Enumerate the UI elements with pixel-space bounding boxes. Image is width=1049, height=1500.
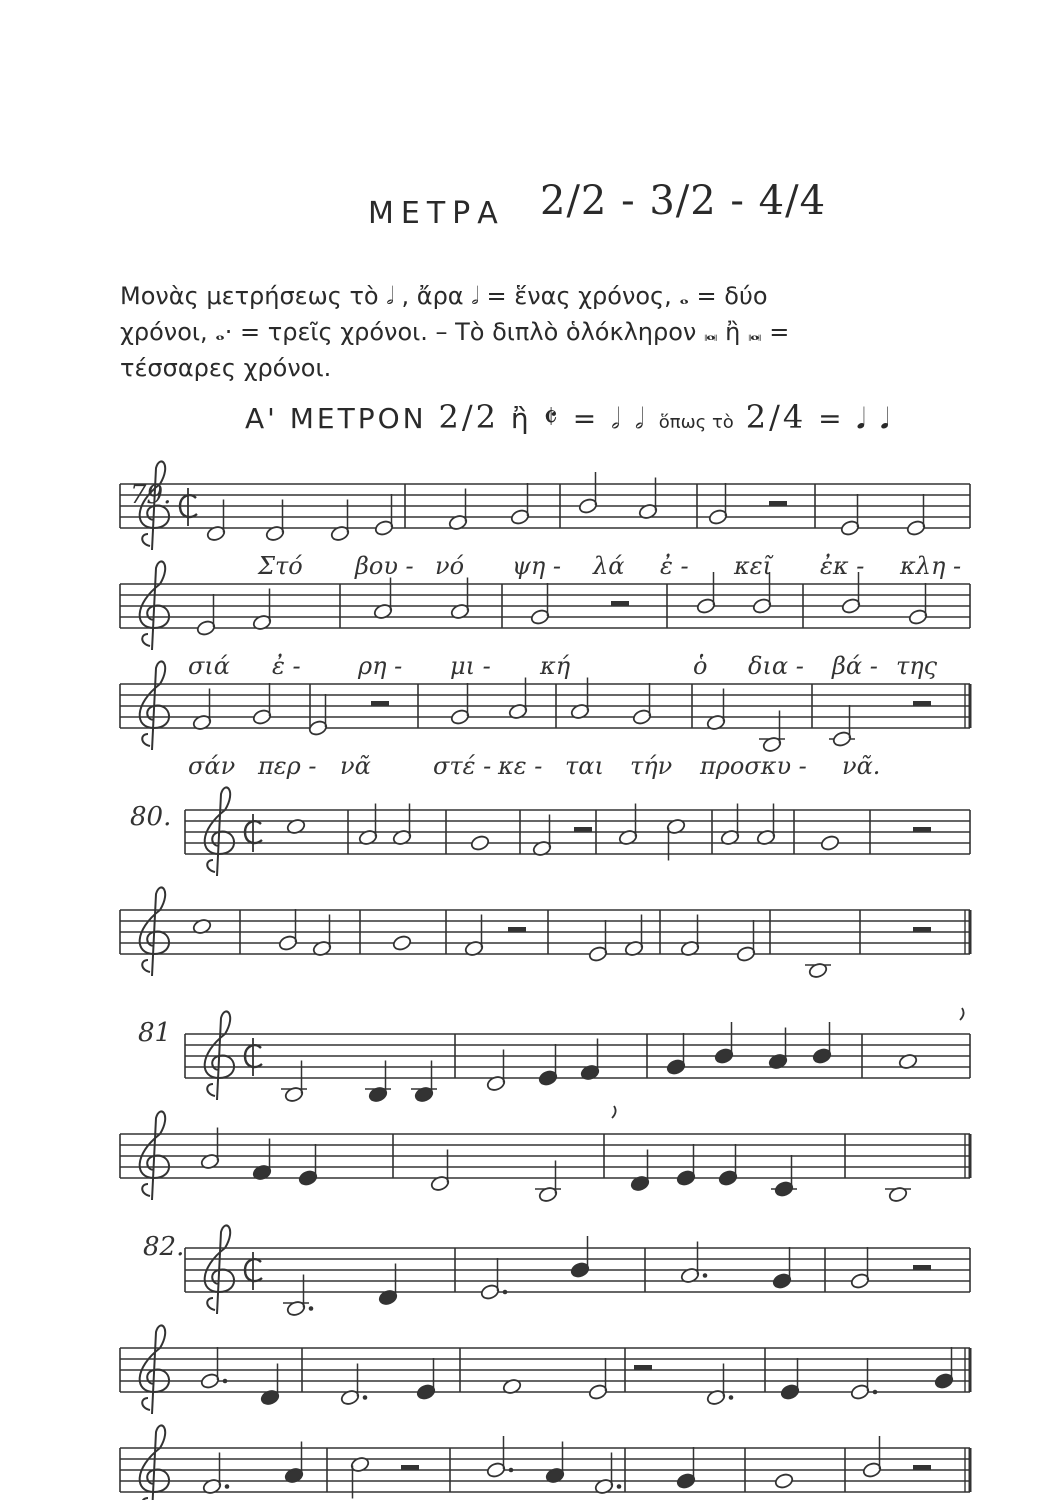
half-rest	[401, 1465, 419, 1470]
half-rest	[508, 927, 526, 932]
lyric: περ -	[258, 752, 317, 780]
cut-time-symbol: 𝄵	[543, 398, 561, 436]
lyric: βά -	[832, 652, 878, 680]
quarter-notes-equation: = 𝅘𝅥 𝅘𝅥	[818, 402, 893, 435]
lyric: νᾶ.	[842, 752, 881, 780]
lyric: ρη -	[358, 652, 403, 680]
half-rest	[611, 601, 629, 606]
breath-mark	[612, 1106, 616, 1118]
half-rest	[574, 827, 592, 832]
breath-mark	[960, 1008, 964, 1020]
section-label: Α' ΜΕΤΡΟΝ	[245, 402, 427, 435]
dot	[617, 1484, 622, 1489]
lyric: Στό	[258, 552, 303, 580]
lyric: σάν	[188, 752, 236, 780]
half-rest	[913, 927, 931, 932]
lyric: της	[896, 652, 938, 680]
whole-note	[774, 1472, 794, 1489]
lyric: μι -	[450, 652, 491, 680]
dot	[509, 1468, 514, 1473]
dot	[309, 1306, 314, 1311]
as-phrase: ὅπως τὸ	[658, 412, 734, 433]
lyric: τήν	[630, 752, 673, 780]
dot	[873, 1390, 878, 1395]
dot	[223, 1379, 228, 1384]
intro-line-3: τέσσαρες χρόνοι.	[120, 354, 332, 382]
half-rest	[634, 1365, 652, 1370]
dot	[503, 1290, 508, 1295]
whole-note	[392, 934, 412, 951]
half-rest	[913, 827, 931, 832]
lyric: λά	[593, 552, 625, 580]
lyric: νᾶ	[340, 752, 371, 780]
lyric: δια -	[748, 652, 804, 680]
lyric: ἐκ -	[820, 552, 865, 580]
lyric: στέ -	[433, 752, 492, 780]
lyric: ὁ	[693, 652, 708, 680]
half-rest	[371, 701, 389, 706]
whole-note	[820, 834, 840, 851]
lyric: κε -	[498, 752, 543, 780]
lyric: κλη -	[900, 552, 962, 580]
exercise-number-82: 82.	[143, 1232, 185, 1262]
lyric: ἐ -	[272, 652, 301, 680]
lyric: σιά	[188, 652, 230, 680]
whole-note	[470, 834, 490, 851]
lyric: νό	[435, 552, 465, 580]
exercise-number-81: 81	[138, 1018, 172, 1048]
half-rest	[913, 701, 931, 706]
title-meters: 2/2 - 3/2 - 4/4	[540, 178, 827, 224]
lyric: ψη -	[512, 552, 561, 580]
half-rest	[913, 1465, 931, 1470]
section-fraction: 2/2	[438, 398, 499, 436]
treble-clef-icon	[140, 1425, 169, 1500]
half-rest	[769, 501, 787, 506]
page-title: ΜΕΤΡΑ	[368, 196, 505, 231]
lyric: κή	[540, 652, 571, 680]
intro-line-1: Μονὰς μετρήσεως τὸ 𝅗𝅥 , ἄρα 𝅗𝅥 = ἕνας χρόνος, 𝅝 = δύο	[120, 282, 768, 310]
intro-line-2: χρόνοι, 𝅝· = τρεῖς χρόνοι. – Τὸ διπλὸ ὁλόκληρον 𝅜 ἢ 𝅜 =	[120, 318, 790, 346]
half-notes-equation: = 𝅗𝅥 𝅗𝅥	[572, 402, 647, 435]
lyric: ται	[565, 752, 604, 780]
or-word: ἢ	[510, 402, 532, 435]
dot	[729, 1395, 734, 1400]
lyric: προσκυ -	[700, 752, 807, 780]
exercise-number-79: 79.	[130, 480, 172, 510]
lyric: βου -	[355, 552, 414, 580]
dot	[225, 1484, 230, 1489]
lyric: κεῖ	[734, 552, 773, 580]
half-rest	[913, 1265, 931, 1270]
section-fraction-2: 2/4	[745, 398, 807, 436]
lyric: ἐ -	[660, 552, 689, 580]
exercise-number-80: 80.	[130, 802, 172, 832]
dot	[363, 1395, 368, 1400]
dot	[703, 1273, 708, 1278]
